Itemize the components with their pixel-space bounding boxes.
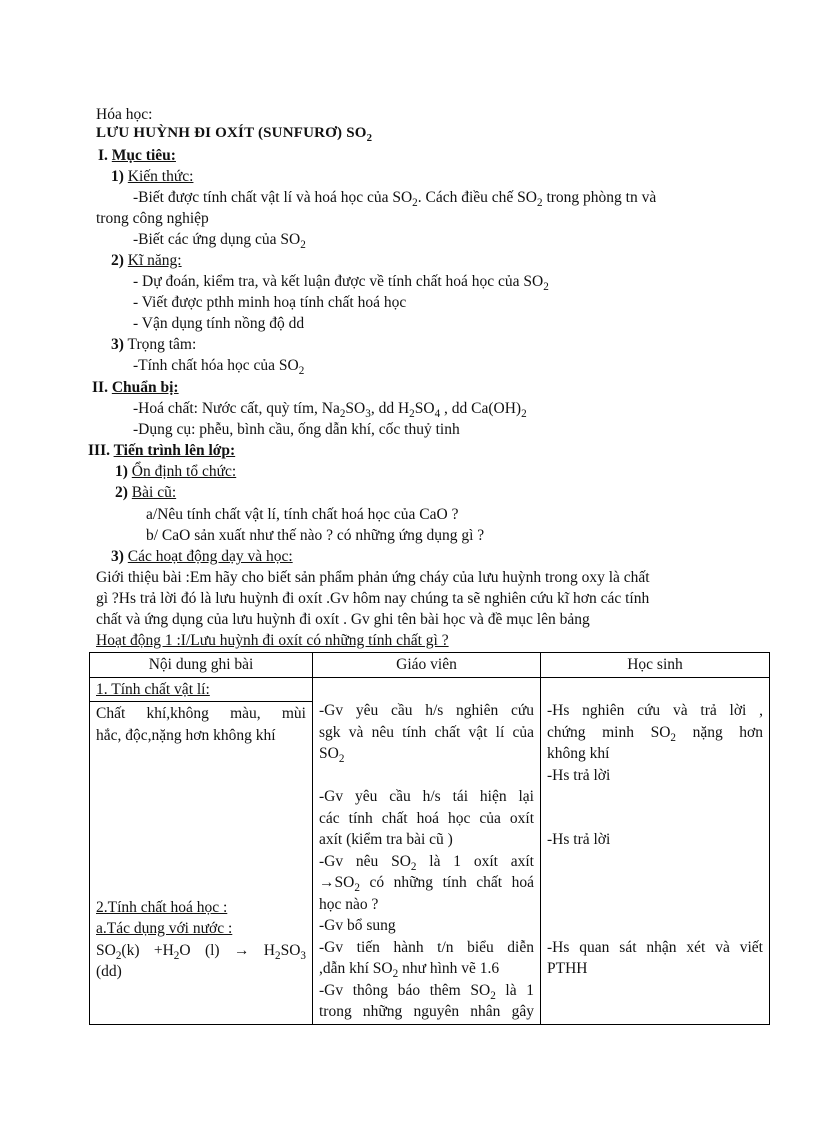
skills-line-2: - Viết được pthh minh hoạ tính chất hoá học: [133, 294, 407, 311]
preparation-chemicals: -Hoá chất: Nước cất, quỳ tím, $Na_2SO_3$, dd $H_2SO_4$ , dd $Ca(OH)_2$: [133, 400, 527, 420]
review-question-2: b/ CaO sản xuất như thế nào ? có những ứng dụng gì ?: [146, 527, 485, 544]
knowledge-heading: 1) Kiến thức:: [111, 168, 194, 185]
header-content: Nội dung ghi bài: [90, 653, 313, 678]
intro-line-1: Giới thiệu bài :Em hãy cho biết sản phẩm phản ứng cháy của lưu huỳnh trong oxy là chất: [96, 569, 650, 586]
skills-line-1: - Dự đoán, kiểm tra, và kết luận được về tính chất hoá học của $SO_2$: [133, 273, 549, 293]
cell-physical-heading: 1. Tính chất vật lí:: [90, 677, 313, 702]
section-process-heading: III. Tiến trình lên lớp:: [88, 442, 236, 459]
skills-heading: 2) Kĩ năng:: [111, 252, 182, 269]
header-teacher: Giáo viên: [313, 653, 541, 678]
table-header-row: [90, 653, 770, 678]
header-student: Học sinh: [541, 653, 770, 678]
cell-student-column: -Hs nghiên cứu và trả lời , chứng minh $SO_2$ nặng hơn không khí -Hs trả lời -Hs trả lời -Hs quan sát nhận xét và viết PTHH: [541, 677, 770, 1024]
focus-heading: 3) Trọng tâm:: [111, 336, 197, 353]
knowledge-line-2: trong công nghiệp: [96, 210, 209, 227]
subject-label: Hóa học:: [96, 106, 153, 123]
cell-content-column: Chất khí,không màu, mùi hắc, độc,nặng hơn không khí 2.Tính chất hoá học : a.Tác dụng với nước : $SO_2(k) +H_2O$ $(l) \to H_2SO_3$ (dd): [90, 702, 313, 1025]
stabilize-heading: 1) Ổn định tổ chức:: [115, 463, 237, 480]
cell-teacher-column: -Gv yêu cầu h/s nghiên cứu sgk và nêu tính chất vật lí của $SO_2$ -Gv yêu cầu h/s tái hiện lại các tính chất hoá học của oxít axít (kiểm tra bài cũ ) -Gv nêu $SO_2$ là 1 oxít axít $\to SO_2$ có những tính chất hoá học nào ? -Gv bổ sung -Gv tiến hành t/n biểu diễn ,dẫn khí $SO_2$ như hình vẽ 1.6 -Gv thông báo thêm $SO_2$ là 1 trong những nguyên nhân gây: [313, 677, 541, 1024]
preparation-tools: -Dụng cụ: phễu, bình cầu, ống dẫn khí, cốc thuỷ tinh: [133, 421, 460, 438]
table-row-physical-heading: [90, 677, 770, 702]
review-question-1: a/Nêu tính chất vật lí, tính chất hoá học của CaO ?: [146, 506, 459, 523]
activity-1-heading: Hoạt động 1 :I/Lưu huỳnh đi oxít có những tính chất gì ?: [96, 632, 449, 649]
document-title: LƯU HUỲNH ĐI OXÍT (SUNFURƠ) $SO_2$: [96, 125, 373, 144]
section-objectives-heading: I. Mục tiêu:: [98, 147, 176, 164]
review-heading: 2) Bài cũ:: [115, 484, 177, 501]
lesson-table: [89, 652, 770, 1025]
section-preparation-heading: II. Chuẩn bị:: [92, 379, 179, 396]
knowledge-line-1: -Biết được tính chất vật lí và hoá học của $SO_2$. Cách điều chế $SO_2$ trong phòng tn và: [133, 189, 657, 209]
intro-line-2: gì ?Hs trả lời đó là lưu huỳnh đi oxít .Gv hôm nay chúng ta sẽ nghiên cứu kĩ hơn các tính: [96, 590, 650, 607]
knowledge-line-3: -Biết các ứng dụng của $SO_2$: [133, 231, 306, 251]
focus-line-1: -Tính chất hóa học của $SO_2$: [133, 357, 305, 377]
skills-line-3: - Vận dụng tính nồng độ dd: [133, 315, 305, 332]
activities-heading: 3) Các hoạt động dạy và học:: [111, 548, 293, 565]
intro-line-3: chất và ứng dụng của lưu huỳnh đi oxít . Gv ghi tên bài học và đề mục lên bảng: [96, 611, 590, 628]
